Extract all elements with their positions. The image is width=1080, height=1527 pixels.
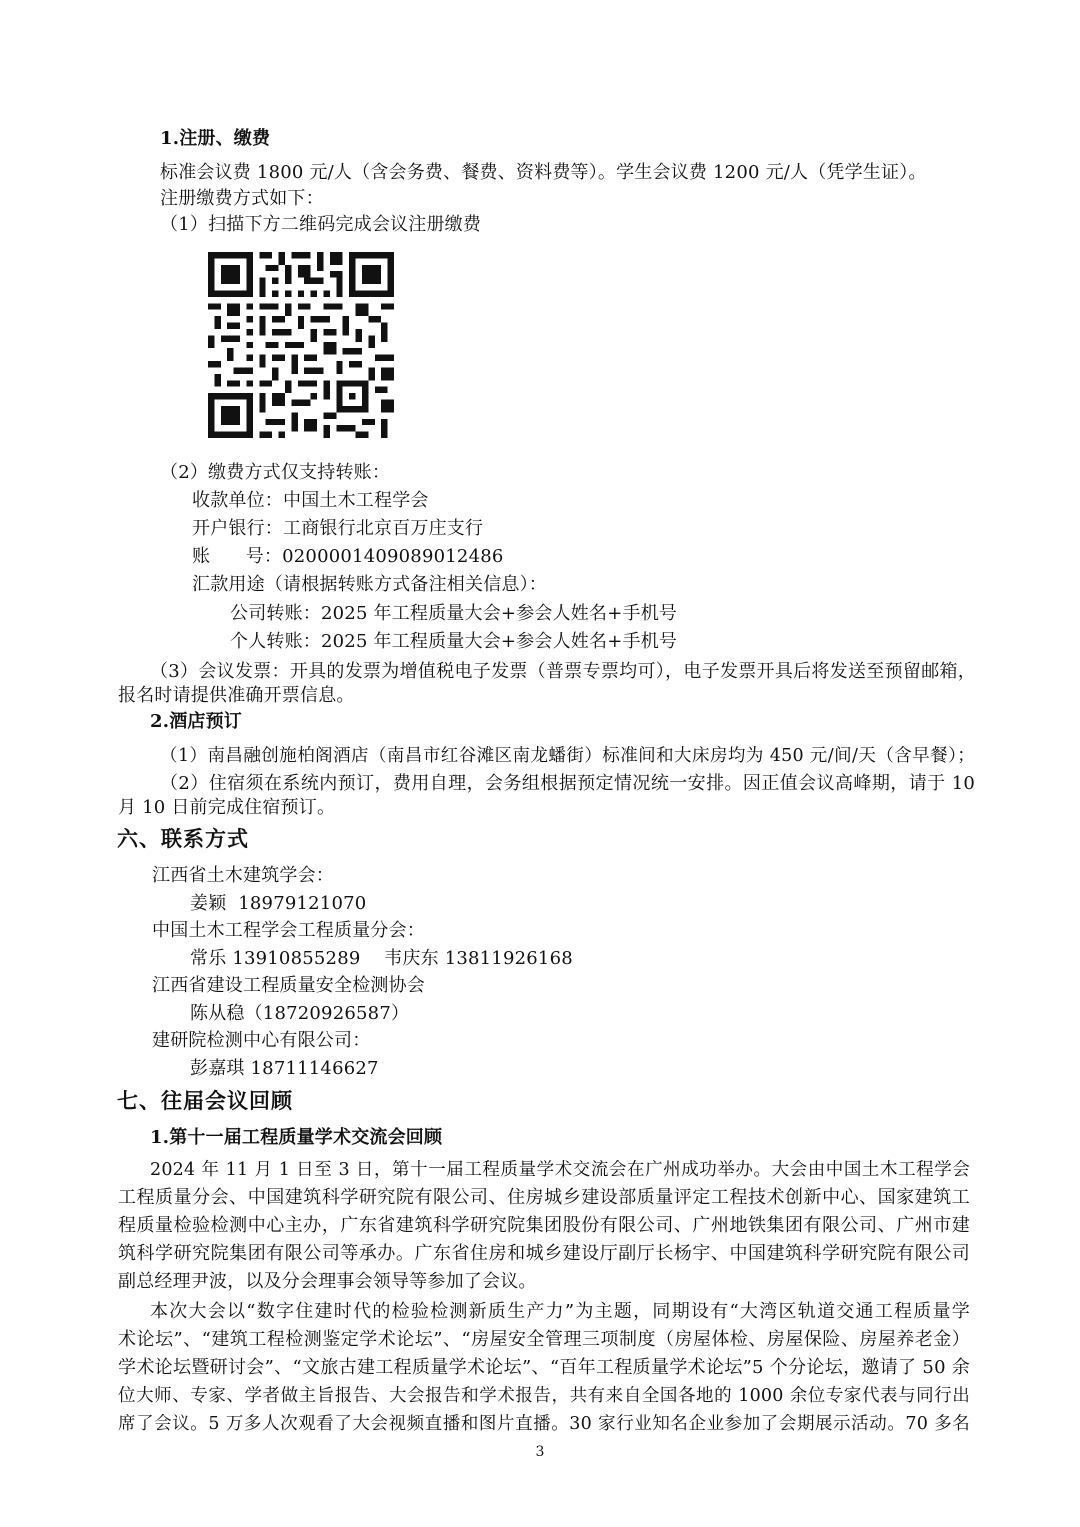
personal-transfer-note: 个人转账：2025 年工程质量大会+参会人姓名+手机号	[230, 631, 678, 652]
review-p2-line: 术论坛”、“建筑工程检测鉴定学术论坛”、“房屋安全管理三项制度（房屋体检、房屋保险、房屋养老金）	[118, 1329, 970, 1350]
scan-instruction: （1）扫描下方二维码完成会议注册缴费	[160, 214, 482, 235]
invoice-line-2: 报名时请提供准确开票信息。	[118, 685, 355, 706]
contact-person-1: 姜颖 18979121070	[190, 893, 367, 914]
contact-org-4: 建研院检测中心有限公司：	[152, 1030, 371, 1051]
qr-code-icon	[208, 252, 394, 438]
contact-org-1: 江西省土木建筑学会：	[152, 865, 334, 886]
stay-line-2: 月 10 日前完成住宿预订。	[118, 797, 336, 818]
method-intro: 注册缴费方式如下：	[160, 188, 324, 209]
review-p2-line: 位大师、专家、学者做主旨报告、大会报告和学术报告，共有来自全国各地的 1000 余位专家代表与同行出	[118, 1386, 970, 1406]
review-p1-line: 工程质量分会、中国建筑科学研究院有限公司、住房城乡建设部质量评定工程技术创新中心、国家建筑工	[118, 1187, 970, 1208]
stay-line-1: （2）住宿须在系统内预订，费用自理，会务组根据预定情况统一安排。因正值会议高峰期，请于 10	[160, 773, 975, 794]
review-p2-line: 席了会议。5 万多人次观看了大会视频直播和图片直播。30 家行业知名企业参加了会期展示活动。70 多名	[118, 1414, 970, 1434]
review-p2-line: 学术论坛暨研讨会”、“文旅古建工程质量学术论坛”、“百年工程质量学术论坛”5 个分论坛，邀请了 50 余	[118, 1357, 970, 1378]
page-number: 3	[535, 1444, 545, 1460]
invoice-line-1: （3）会议发票：开具的发票为增值税电子发票（普票专票均可），电子发票开具后将发送至预留邮箱，	[150, 661, 976, 682]
review-p1-line: 2024 年 11 月 1 日至 3 日，第十一届工程质量学术交流会在广州成功举办。大会由中国土木工程学会	[150, 1160, 970, 1180]
review-p1-line: 副总经理尹波，以及分会理事会领导等参加了会议。	[118, 1271, 537, 1292]
bank: 开户银行：工商银行北京百万庄支行	[192, 518, 484, 539]
section-heading-review: 七、往届会议回顾	[117, 1088, 293, 1113]
payee: 收款单位：中国土木工程学会	[192, 490, 429, 511]
review-p1-line: 程质量检验检测中心主办，广东省建筑科学研究院集团股份有限公司、广州地铁集团有限公司、广州市建	[118, 1215, 970, 1236]
review-p2-line: 本次大会以“数字住建时代的检验检测新质生产力”为主题，同期设有“大湾区轨道交通工程质量学	[150, 1301, 970, 1322]
section-heading-contact: 六、联系方式	[117, 826, 249, 851]
subheading-review-11th: 1.第十一届工程质量学术交流会回顾	[150, 1127, 443, 1148]
contact-person-3: 陈从稳（18720926587）	[190, 1003, 410, 1024]
contact-org-2: 中国土木工程学会工程质量分会：	[152, 920, 425, 941]
transfer-only: （2）缴费方式仅支持转账：	[160, 462, 391, 483]
fee-text: 标准会议费 1800 元/人（含会务费、餐费、资料费等）。学生会议费 1200 元/人（凭学生证）。	[160, 162, 927, 183]
contact-person-4: 彭嘉琪 18711146627	[190, 1058, 379, 1079]
corp-transfer-note: 公司转账：2025 年工程质量大会+参会人姓名+手机号	[230, 603, 678, 624]
remit-purpose: 汇款用途（请根据转账方式备注相关信息）：	[192, 574, 547, 595]
hotel-info: （1）南昌融创施柏阁酒店（南昌市红谷滩区南龙蟠街）标准间和大床房均为 450 元/间/天（含早餐）；	[160, 746, 975, 766]
review-p1-line: 筑科学研究院集团有限公司等承办。广东省住房和城乡建设厅副厅长杨宇、中国建筑科学研究院有限公司	[118, 1243, 970, 1264]
account-number: 账 号：0200001409089012486	[192, 546, 504, 567]
section-heading-hotel: 2.酒店预订	[150, 711, 242, 732]
section-heading-registration: 1.注册、缴费	[160, 128, 271, 149]
contact-person-2: 常乐 13910855289 韦庆东 13811926168	[190, 948, 573, 969]
contact-org-3: 江西省建设工程质量安全检测协会	[152, 975, 425, 996]
